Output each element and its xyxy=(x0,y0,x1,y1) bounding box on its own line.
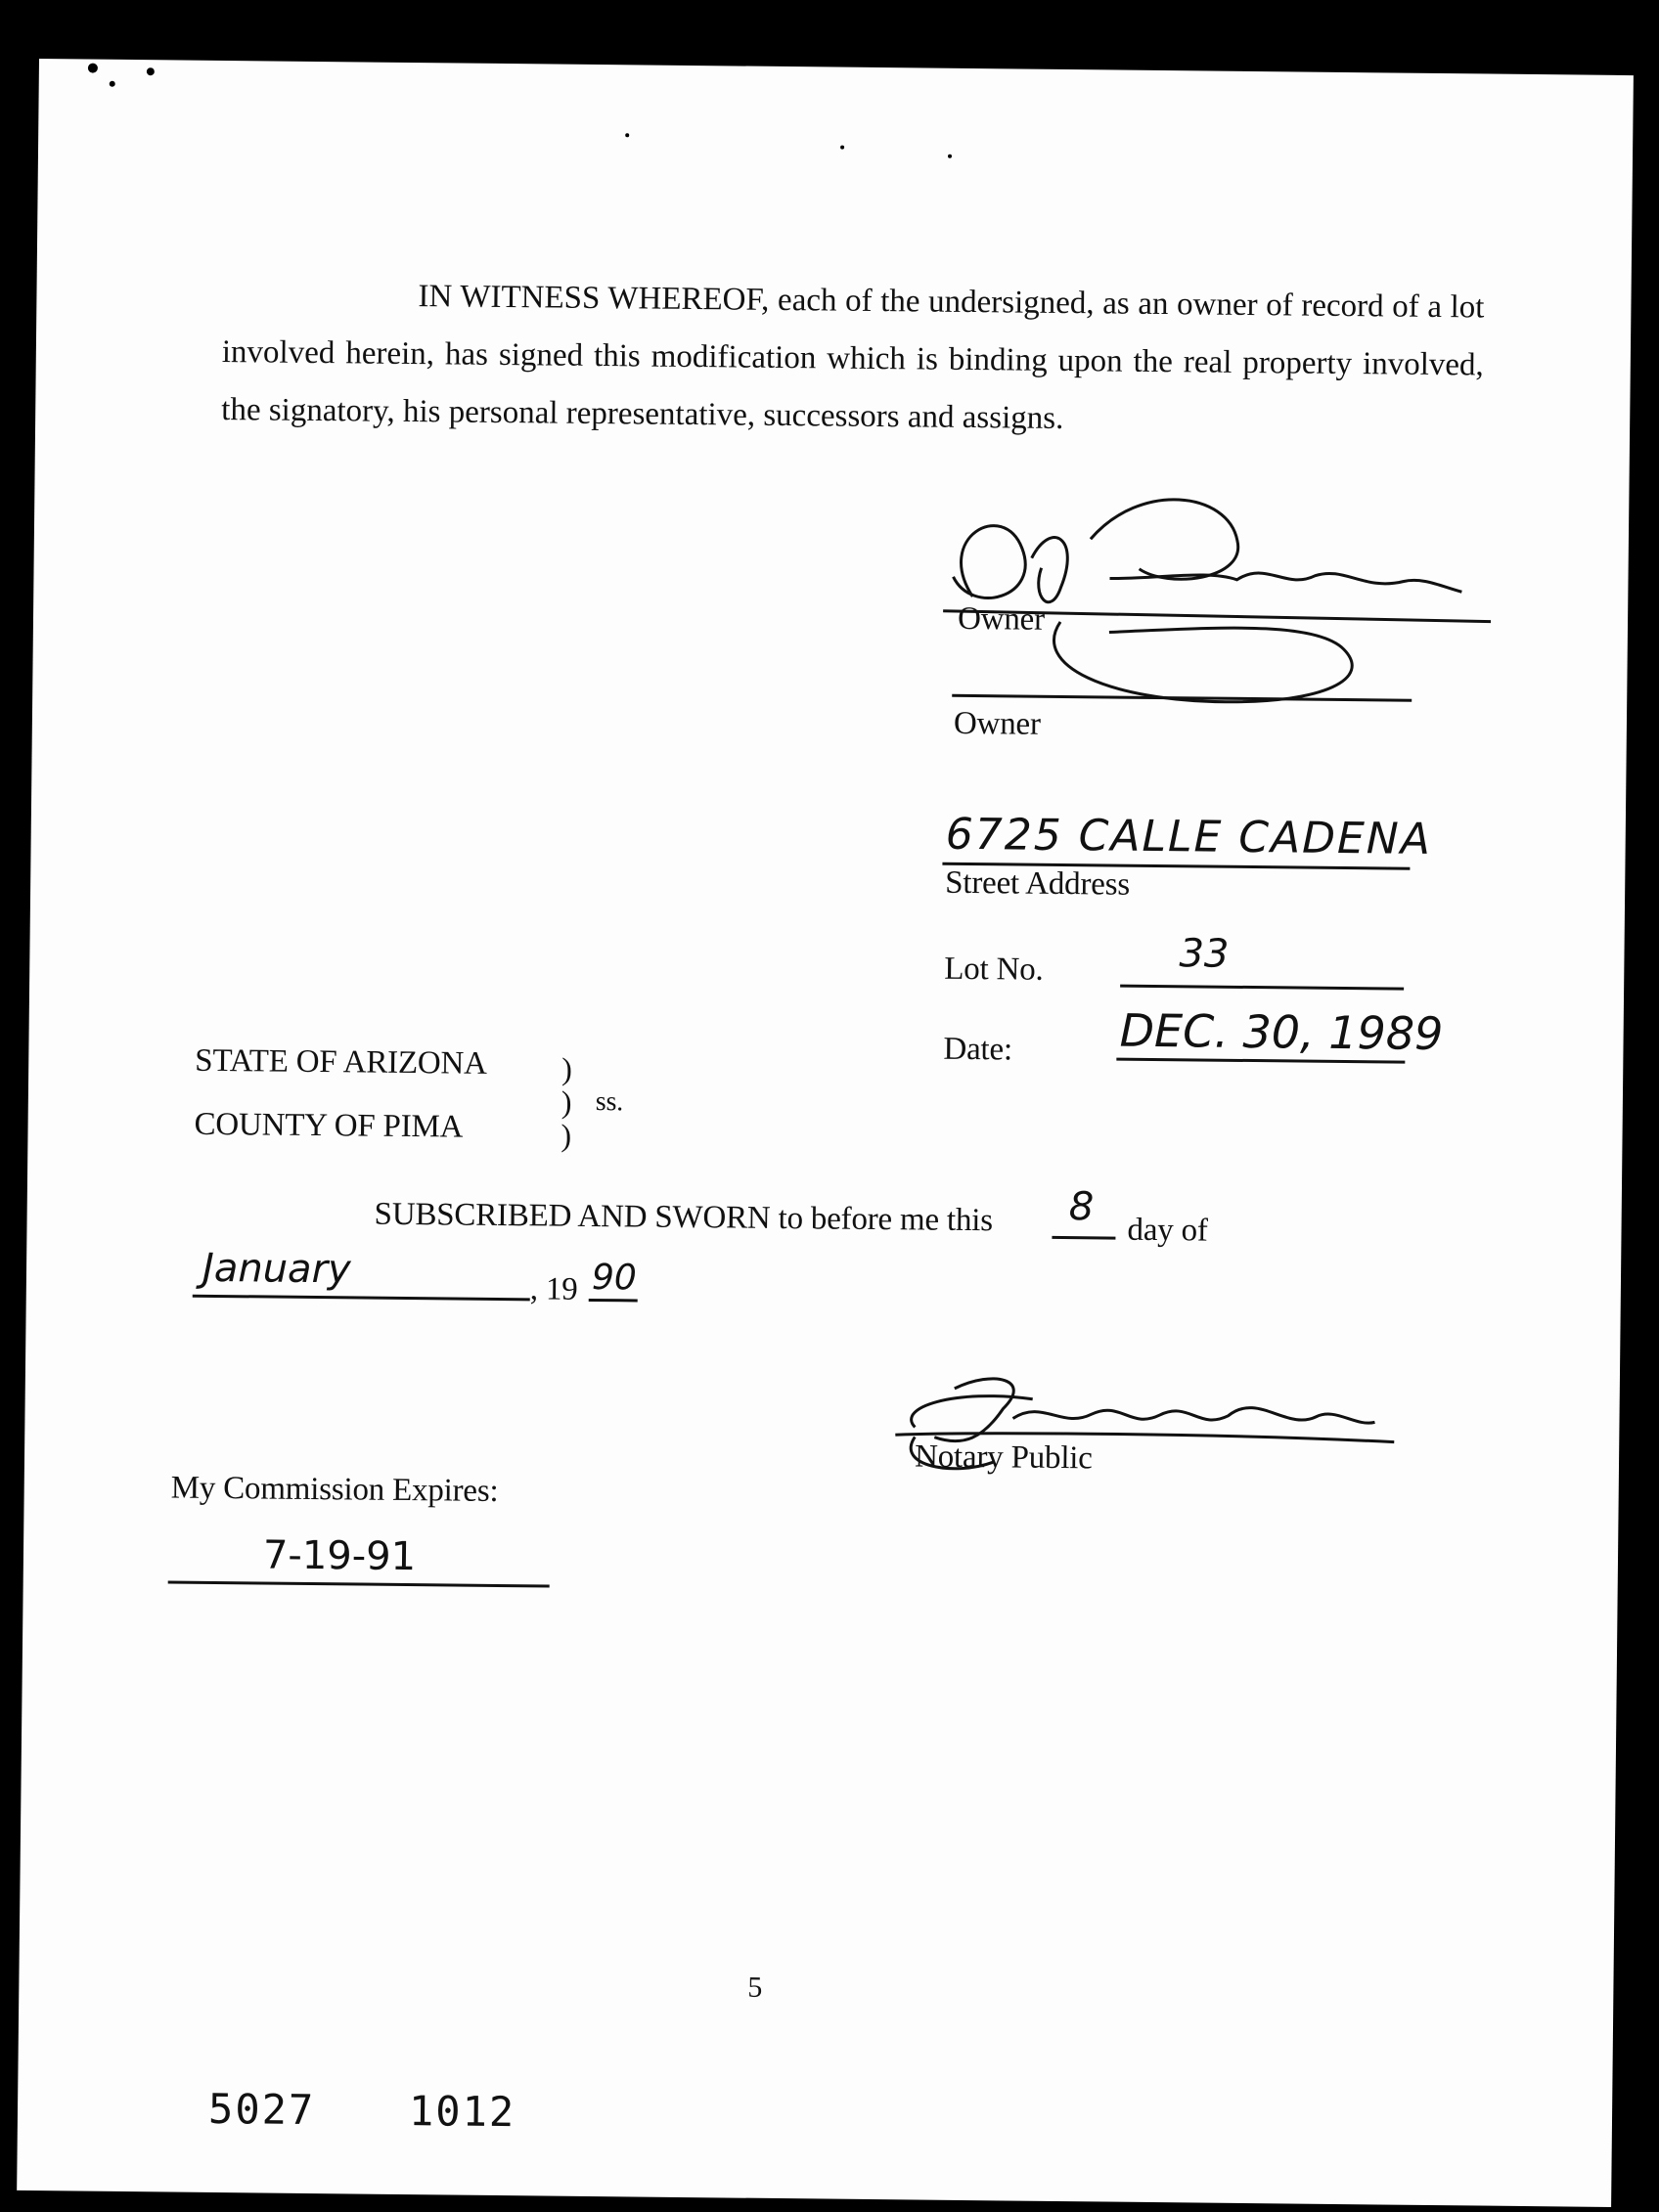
commission-date: 7-19-91 xyxy=(262,1532,417,1580)
brace-top: ) xyxy=(561,1050,573,1086)
document-page xyxy=(17,59,1634,2207)
date-label: Date: xyxy=(943,1031,1013,1068)
sworn-text: SUBSCRIBED AND SWORN to before me this xyxy=(374,1196,994,1239)
year-suffix: 90 xyxy=(591,1257,638,1299)
commission-line xyxy=(168,1580,550,1587)
lot-line xyxy=(1120,985,1404,991)
sworn-day-line xyxy=(1052,1236,1115,1240)
state-line: STATE OF ARIZONA xyxy=(195,1042,487,1082)
sworn-month: January xyxy=(202,1245,351,1293)
brace-middle: ) xyxy=(560,1084,572,1120)
sworn-day: 8 xyxy=(1068,1184,1095,1230)
owner-label-1: Owner xyxy=(957,600,1046,638)
doc-code-1: 5027 xyxy=(207,2084,316,2135)
doc-code-2: 1012 xyxy=(408,2087,516,2137)
year-line xyxy=(589,1299,638,1303)
brace-bottom: ) xyxy=(560,1117,572,1153)
ss-label: ss. xyxy=(595,1086,624,1118)
sworn-month-line xyxy=(193,1295,530,1302)
owner-label-2: Owner xyxy=(953,705,1041,742)
owner-signature xyxy=(913,478,1482,719)
year-prefix: , 19 xyxy=(529,1271,578,1307)
county-line: COUNTY OF PIMA xyxy=(194,1106,464,1145)
street-address-label: Street Address xyxy=(945,864,1131,903)
lot-value: 33 xyxy=(1179,931,1230,977)
commission-label: My Commission Expires: xyxy=(170,1470,499,1509)
date-value: DEC. 30, 1989 xyxy=(1119,1003,1444,1061)
page-number: 5 xyxy=(747,1970,763,2004)
day-of-label: day of xyxy=(1127,1212,1208,1249)
street-address-value: 6725 CALLE CADENA xyxy=(945,809,1433,864)
notary-label: Notary Public xyxy=(914,1438,1093,1477)
witness-paragraph: IN WITNESS WHEREOF, each of the undersigned, as an owner of record of a lot involved herein, has signed this modification which is binding upon the real property involved, the signatory, his personal representative, successors and assigns. xyxy=(221,279,1485,436)
lot-label: Lot No. xyxy=(944,951,1044,988)
